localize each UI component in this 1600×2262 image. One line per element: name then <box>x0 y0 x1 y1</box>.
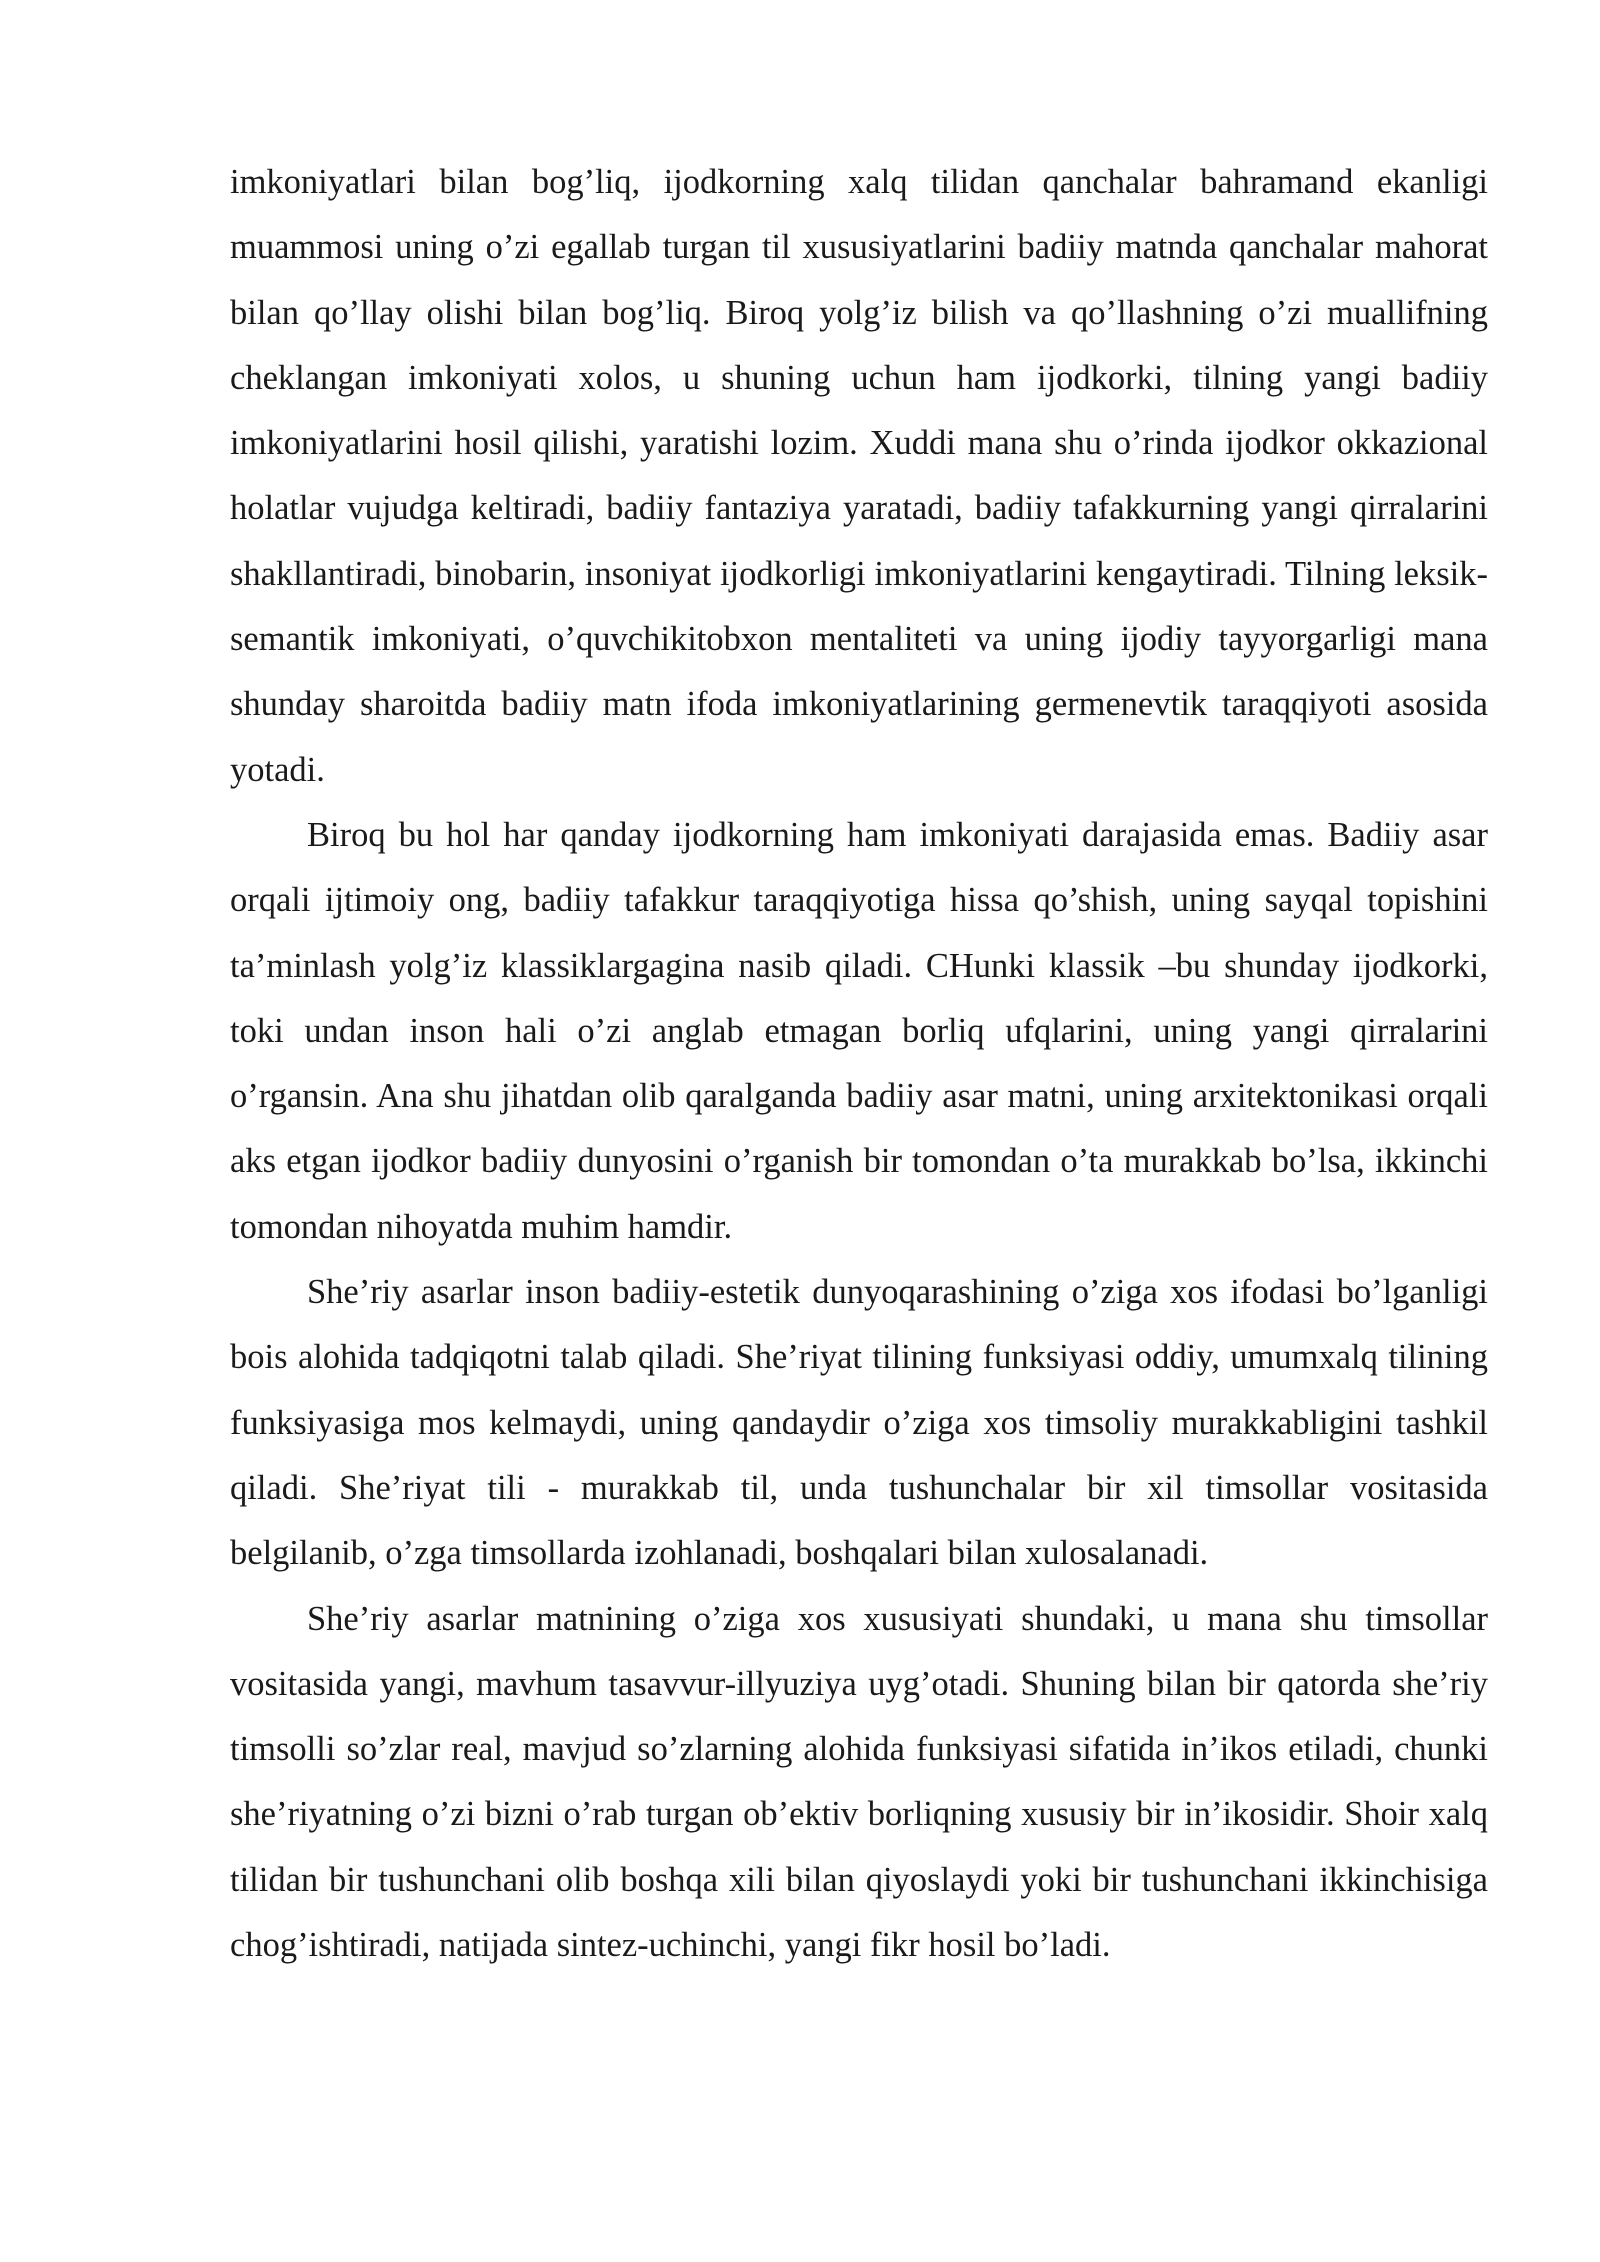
paragraph-3: She’riy asarlar inson badiiy-estetik dunyoqarashining o’ziga xos ifodasi bo’lganligi bois alohida tadqiqotni talab qiladi. She’riyat tilining funksiyasi oddiy, umumxalq tilining funksiyasiga mos kelmaydi, uning qandaydir o’ziga xos timsoliy murakkabligini tashkil qiladi. She’riyat tili - murakkab til, unda tushunchalar bir xil timsollar vositasida belgilanib, o’zga timsollarda izohlanadi, boshqalari bilan xulosalanadi. <box>230 1273 1488 1573</box>
document-page <box>230 150 1488 1978</box>
paragraph-1: imkoniyatlari bilan bog’liq, ijodkorning xalq tilidan qanchalar bahramand ekanligi muammosi uning o’zi egallab turgan til xususiyatlarini badiiy matnda qanchalar mahorat bilan qo’llay olishi bilan bog’liq. Biroq yolg’iz bilish va qo’llashning o’zi muallifning cheklangan imkoniyati xolos, u shuning uchun ham ijodkorki, tilning yangi badiiy imkoniyatlarini hosil qilishi, yaratishi lozim. Xuddi mana shu o’rinda ijodkor okkazional holatlar vujudga keltiradi, badiiy fantaziya yaratadi, badiiy tafakkurning yangi qirralarini shakllantiradi, binobarin, insoniyat ijodkorligi imkoniyatlarini kengaytiradi. Tilning leksik-semantik imkoniyati, o’quvchikitobxon mentaliteti va uning ijodiy tayyorgarligi mana shunday sharoitda badiiy matn ifoda imkoniyatlarining germenevtik taraqqiyoti asosida yotadi. <box>230 163 1488 789</box>
paragraph-4: She’riy asarlar matnining o’ziga xos xususiyati shundaki, u mana shu timsollar vositasida yangi, mavhum tasavvur-illyuziya uyg’otadi. Shuning bilan bir qatorda she’riy timsolli so’zlar real, mavjud so’zlarning alohida funksiyasi sifatida in’ikos etiladi, chunki she’riyatning o’zi bizni o’rab turgan ob’ektiv borliqning xususiy bir in’ikosidir. Shoir xalq tilidan bir tushunchani olib boshqa xili bilan qiyoslaydi yoki bir tushunchani ikkinchisiga chog’ishtiradi, natijada sintez-uchinchi, yangi fikr hosil bo’ladi. <box>230 1599 1488 1965</box>
paragraph-2: Biroq bu hol har qanday ijodkorning ham imkoniyati darajasida emas. Badiiy asar orqali ijtimoiy ong, badiiy tafakkur taraqqiyotiga hissa qo’shish, uning sayqal topishini ta’minlash yolg’iz klassiklargagina nasib qiladi. CHunki klassik –bu shunday ijodkorki, toki undan inson hali o’zi anglab etmagan borliq ufqlarini, uning yangi qirralarini o’rgansin. Ana shu jihatdan olib qaralganda badiiy asar matni, uning arxitektonikasi orqali aks etgan ijodkor badiiy dunyosini o’rganish bir tomondan o’ta murakkab bo’lsa, ikkinchi tomondan nihoyatda muhim hamdir. <box>230 815 1488 1246</box>
